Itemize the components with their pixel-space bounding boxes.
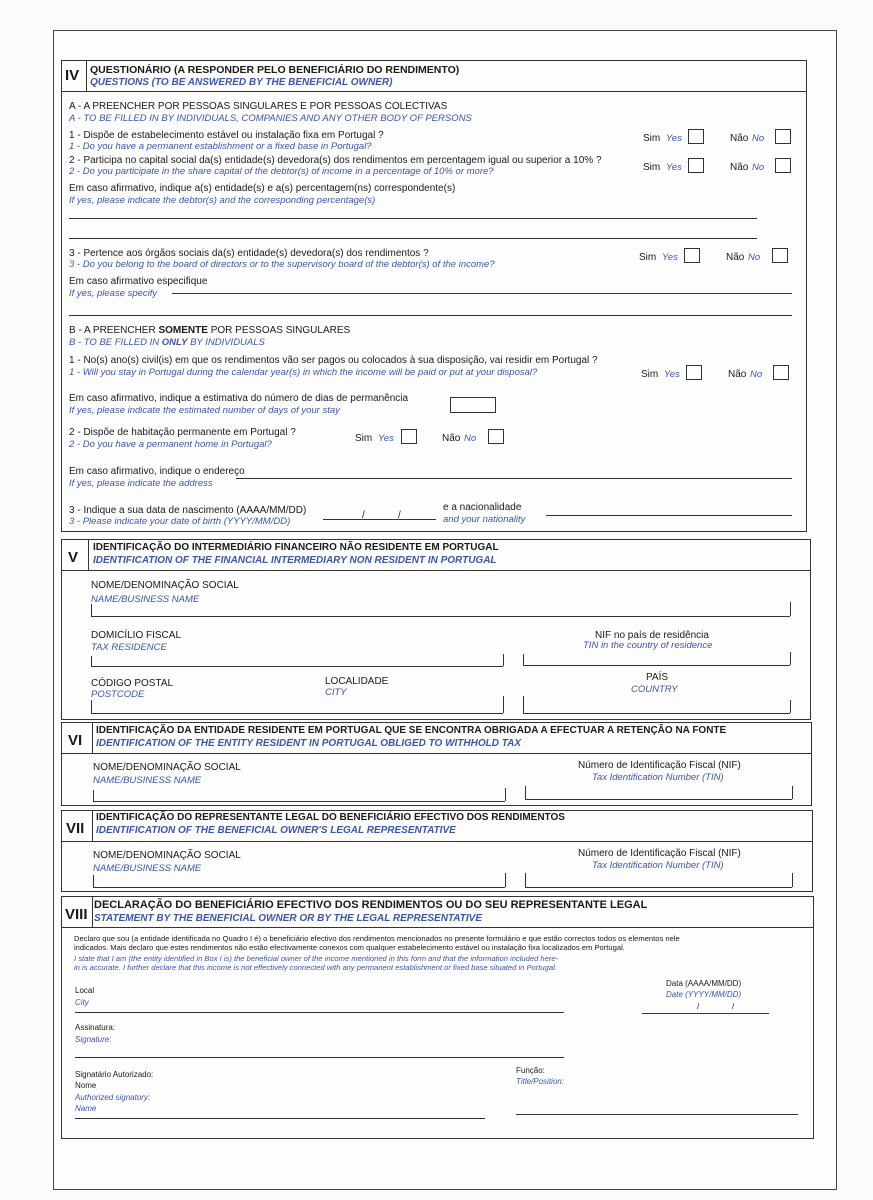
b2-no-label: No [464, 433, 477, 444]
function-label-en: Title/Position: [516, 1077, 564, 1086]
address-line[interactable] [236, 478, 792, 479]
signature-label: Assinatura: [75, 1023, 116, 1032]
v-nif-label: NIF no país de residência [595, 630, 709, 641]
section-v-number: V [68, 549, 79, 566]
declaration-text-en-line-1: I state that I am (the entity identified in Box I is) the beneficial owner of the income mentioned in this form and that the information included here- [74, 954, 559, 963]
v-name-label-en: NAME/BUSINESS NAME [91, 594, 200, 605]
section-iv-title: QUESTIONÁRIO (A RESPONDER PELO BENEFICIÁRIO DO RENDIMENTO) [90, 64, 460, 76]
b1-no-label: No [750, 369, 763, 380]
q2-nao-label: Não [730, 162, 749, 173]
section-vii-number: VII [66, 820, 85, 837]
vii-nif-field[interactable] [525, 887, 792, 888]
b2-yes-label: Yes [378, 433, 394, 444]
vi-nif-label: Número de Identificação Fiscal (NIF) [578, 760, 741, 771]
v-country-field[interactable] [523, 713, 790, 714]
vi-name-field[interactable] [93, 801, 505, 802]
b2-sim-label: Sim [355, 433, 373, 444]
q2-answer-line-1[interactable] [69, 218, 757, 219]
q1-nao-label: Não [730, 133, 749, 144]
v-nif-label-en: TIN in the country of residence [583, 640, 713, 651]
question-b1: 1 - No(s) ano(s) civil(is) em que os rendimentos vão ser pagos ou colocados à sua disposição, vai residir em Portugal ? [69, 355, 598, 366]
local-label-en: City [75, 998, 89, 1007]
question-1: 1 - Dispõe de estabelecimento estável ou instalação fixa em Portugal ? [69, 130, 384, 141]
date-field[interactable] [642, 1013, 769, 1014]
section-v-title-en: IDENTIFICATION OF THE FINANCIAL INTERMEDIARY NON RESIDENT IN PORTUGAL [93, 555, 497, 566]
q2-no-checkbox[interactable] [775, 158, 791, 173]
sig-date-slash-2: / [732, 1002, 735, 1011]
declaration-text-en-line-2: in is accurate. I further declare that this income is not effectively connected with any permanent establishment or fixed base situated in Portugal. [74, 963, 557, 972]
function-label: Função: [516, 1066, 545, 1075]
q2-no-label: No [752, 162, 765, 173]
vii-nif-label-en: Tax Identification Number (TIN) [592, 860, 724, 871]
v-name-label: NOME/DENOMINAÇÃO SOCIAL [91, 580, 239, 591]
v-name-field[interactable] [91, 616, 790, 617]
q2-follow-up: Em caso afirmativo, indique a(s) entidade(s) e a(s) percentagem(ns) correspondente(s) [69, 183, 456, 194]
q1-no-checkbox[interactable] [775, 129, 791, 144]
q2-yes-label: Yes [666, 162, 682, 173]
q3-no-checkbox[interactable] [772, 248, 788, 263]
q1-sim-label: Sim [643, 133, 661, 144]
b2-no-checkbox[interactable] [488, 429, 504, 444]
v-country-label-en: COUNTRY [631, 684, 678, 695]
q2-follow-up-en: If yes, please indicate the debtor(s) and the corresponding percentage(s) [69, 195, 376, 206]
date-slash-1: / [362, 510, 365, 521]
birth-date-line[interactable] [323, 519, 436, 520]
b1-yes-label: Yes [664, 369, 680, 380]
b2-nao-label: Não [442, 433, 461, 444]
question-b2: 2 - Dispõe de habitação permanente em Portugal ? [69, 427, 296, 438]
section-vi-title-en: IDENTIFICATION OF THE ENTITY RESIDENT IN PORTUGAL OBLIGED TO WITHHOLD TAX [96, 738, 522, 749]
vi-nif-label-en: Tax Identification Number (TIN) [592, 772, 724, 783]
b2-follow-up: Em caso afirmativo, indique o endereço [69, 466, 245, 477]
vii-nif-label: Número de Identificação Fiscal (NIF) [578, 848, 741, 859]
q2-sim-label: Sim [643, 162, 661, 173]
v-tax-residence-field[interactable] [91, 666, 503, 667]
section-iv-title-en: QUESTIONS (TO BE ANSWERED BY THE BENEFICIAL OWNER) [90, 77, 393, 88]
section-vi-number: VI [68, 732, 83, 749]
q3-answer-line-2[interactable] [69, 315, 792, 316]
b3-nationality-label: e a nacionalidade [443, 502, 522, 513]
section-vi-title: IDENTIFICAÇÃO DA ENTIDADE RESIDENTE EM PORTUGAL QUE SE ENCONTRA OBRIGADA A EFECTUAR A RETENÇÃO NA FONTE [96, 725, 727, 736]
q2-answer-line-2[interactable] [69, 238, 757, 239]
sig-date-slash-1: / [697, 1002, 700, 1011]
local-field[interactable] [75, 1012, 564, 1013]
date-slash-2: / [398, 510, 401, 521]
section-iv-number: IV [65, 67, 80, 84]
q3-no-label: No [748, 252, 761, 263]
v-postcode-label-en: POSTCODE [91, 689, 145, 700]
q3-answer-line-1[interactable] [172, 293, 792, 294]
v-tax-residence-label: DOMICÍLIO FISCAL [91, 630, 182, 641]
q1-no-label: No [752, 133, 765, 144]
local-label: Local [75, 986, 95, 995]
authorized-signatory-label-en: Authorized signatory: [75, 1093, 151, 1102]
q3-yes-checkbox[interactable] [684, 248, 700, 263]
vi-name-label: NOME/DENOMINAÇÃO SOCIAL [93, 762, 241, 773]
q2-yes-checkbox[interactable] [688, 158, 704, 173]
nationality-line[interactable] [546, 515, 792, 516]
v-city-label-en: CITY [325, 687, 347, 698]
authorized-signatory-label: Signatário Autorizado: [75, 1070, 154, 1079]
b3-nationality-label-en: and your nationality [443, 514, 526, 525]
b1-sim-label: Sim [641, 369, 659, 380]
signature-field[interactable] [75, 1057, 564, 1058]
declaration-text-line-1: Declaro que sou (a entidade identificada no Quadro I é) o beneficiário efectivo dos rendimentos mencionados no presente formulário e que estão correctos todos os elementos nele [74, 934, 680, 943]
date-label: Data (AAAA/MM/DD) [666, 979, 742, 988]
q3-follow-up-en: If yes, please specify [69, 288, 158, 299]
part-b-title-en: B - TO BE FILLED IN ONLY BY INDIVIDUALS [69, 337, 265, 348]
q3-sim-label: Sim [639, 252, 657, 263]
function-field[interactable] [516, 1114, 798, 1115]
days-of-stay-input[interactable] [450, 397, 496, 413]
section-viii-title-en: STATEMENT BY THE BENEFICIAL OWNER OR BY THE LEGAL REPRESENTATIVE [94, 913, 482, 924]
authorized-name-label: Nome [75, 1081, 97, 1090]
section-vii-title-en: IDENTIFICATION OF THE BENEFICIAL OWNER'S LEGAL REPRESENTATIVE [96, 825, 456, 836]
authorized-name-field[interactable] [75, 1118, 485, 1119]
question-b2-en: 2 - Do you have a permanent home in Portugal? [69, 439, 272, 450]
signature-label-en: Signature: [75, 1035, 112, 1044]
question-2: 2 - Participa no capital social da(s) entidade(s) devedora(s) dos rendimentos em percentagem igual ou superior a 10% ? [69, 155, 602, 166]
b1-yes-checkbox[interactable] [686, 365, 702, 380]
question-b3-en: 3 - Please indicate your date of birth (YYYY/MM/DD) [69, 516, 291, 527]
b1-nao-label: Não [728, 369, 747, 380]
b2-yes-checkbox[interactable] [401, 429, 417, 444]
q3-follow-up: Em caso afirmativo especifique [69, 276, 208, 287]
section-viii-number: VIII [65, 906, 88, 923]
v-tax-residence-label-en: TAX RESIDENCE [91, 642, 167, 653]
vii-name-label-en: NAME/BUSINESS NAME [93, 863, 202, 874]
q1-yes-checkbox[interactable] [688, 129, 704, 144]
q3-yes-label: Yes [662, 252, 678, 263]
q1-yes-label: Yes [666, 133, 682, 144]
question-1-en: 1 - Do you have a permanent establishment or a fixed base in Portugal? [69, 141, 372, 152]
section-viii [61, 896, 814, 1139]
section-v-title: IDENTIFICAÇÃO DO INTERMEDIÁRIO FINANCEIRO NÃO RESIDENTE EM PORTUGAL [93, 542, 499, 553]
v-nif-field[interactable] [523, 665, 790, 666]
b2-follow-up-en: If yes, please indicate the address [69, 478, 213, 489]
part-a-title: A - A PREENCHER POR PESSOAS SINGULARES E POR PESSOAS COLECTIVAS [69, 101, 448, 112]
question-b1-en: 1 - Will you stay in Portugal during the calendar year(s) in which the income will be paid or put at your disposal? [69, 367, 538, 378]
question-3-en: 3 - Do you belong to the board of directors or to the supervisory board of the debtor(s) of the income? [69, 259, 495, 270]
part-b-title: B - A PREENCHER SOMENTE POR PESSOAS SINGULARES [69, 325, 351, 336]
v-postcode-city-field[interactable] [91, 713, 503, 714]
b1-no-checkbox[interactable] [773, 365, 789, 380]
v-postcode-label: CÓDIGO POSTAL [91, 678, 174, 689]
vi-name-label-en: NAME/BUSINESS NAME [93, 775, 202, 786]
vii-name-field[interactable] [93, 887, 505, 888]
section-vii-title: IDENTIFICAÇÃO DO REPRESENTANTE LEGAL DO BENEFICIÁRIO EFECTIVO DOS RENDIMENTOS [96, 812, 565, 823]
part-a-title-en: A - TO BE FILLED IN BY INDIVIDUALS, COMPANIES AND ANY OTHER BODY OF PERSONS [69, 113, 472, 124]
question-3: 3 - Pertence aos órgãos sociais da(s) entidade(s) devedora(s) dos rendimentos ? [69, 248, 429, 259]
section-viii-title: DECLARAÇÃO DO BENEFICIÁRIO EFECTIVO DOS RENDIMENTOS OU DO SEU REPRESENTANTE LEGAL [94, 899, 648, 911]
vii-name-label: NOME/DENOMINAÇÃO SOCIAL [93, 850, 241, 861]
date-label-en: Date (YYYY/MM/DD) [666, 990, 742, 999]
v-city-label: LOCALIDADE [325, 676, 389, 687]
vi-nif-field[interactable] [525, 799, 792, 800]
b1-follow-up: Em caso afirmativo, indique a estimativa do número de dias de permanência [69, 393, 409, 404]
question-2-en: 2 - Do you participate in the share capital of the debtor(s) of income in a percentage of 10% or more? [69, 166, 494, 177]
v-country-label: PAÍS [646, 672, 669, 683]
question-b3: 3 - Indique a sua data de nascimento (AAAA/MM/DD) [69, 505, 307, 516]
q3-nao-label: Não [726, 252, 745, 263]
authorized-name-label-en: Name [75, 1104, 97, 1113]
declaration-text-line-2: indicados. Mais declaro que estes rendimentos não estão efectivamente conexos com qualquer estabelecimento estável ou instalação fixa localizados em Portugal. [74, 943, 625, 952]
b1-follow-up-en: If yes, please indicate the estimated number of days of your stay [69, 405, 340, 416]
